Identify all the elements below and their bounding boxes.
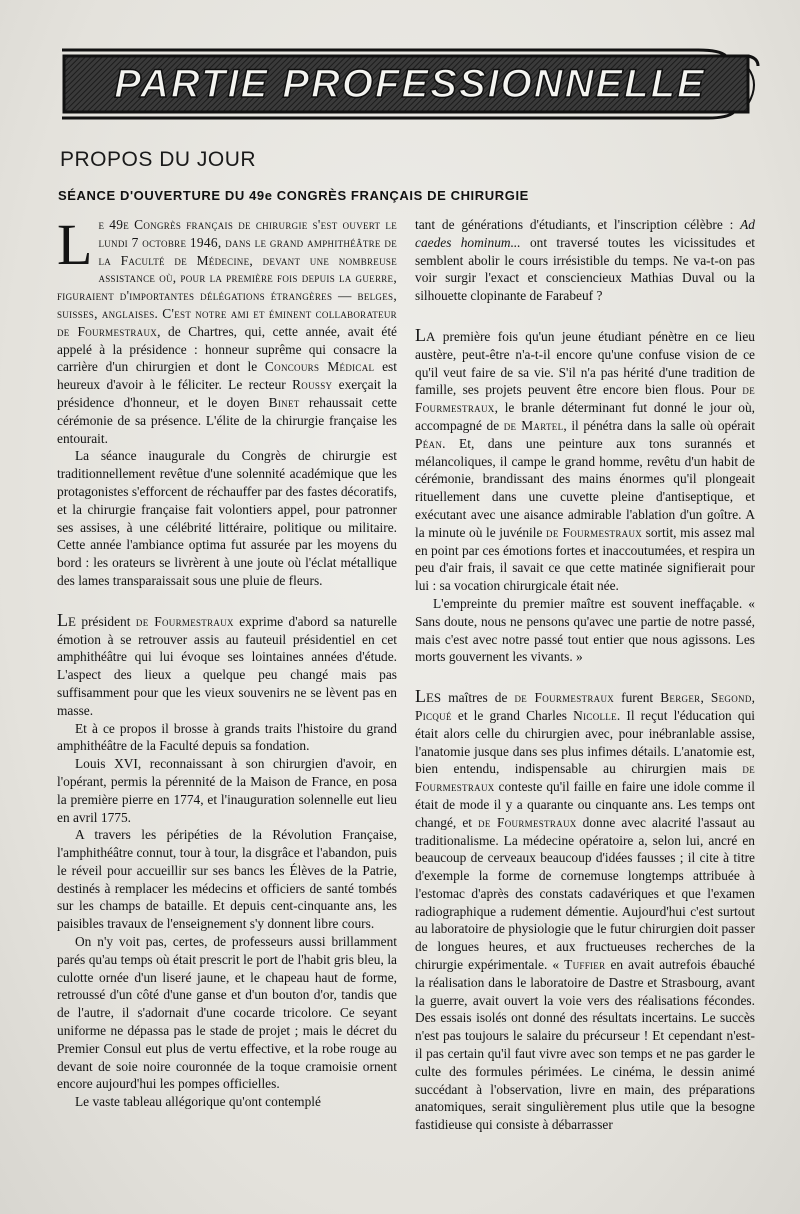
person-name: de Fourmestraux — [415, 382, 755, 416]
person-name: Tuffier — [564, 957, 606, 973]
lead-in: Les — [415, 686, 442, 707]
drop-cap: L — [57, 212, 93, 277]
person-name: de Fourmestraux — [135, 613, 234, 629]
person-name: Péan — [415, 435, 443, 451]
paragraph: On n'y voit pas, certes, de professeurs aussi brillamment parés qu'au temps où était prescrit le port de l'habit gris bleu, la culotte ornée d'un liseré jaune, et le chapeau haut de forme, retroussé d'un côté d'une ganse et d'un bouton d'or, tandis que de l'autre, il s'adornait d'une cocarde tricolore. Ce seyant uniforme ne dépassa pas le stade de projet ; mais le décret du Premier Consul eut plus de vertu effective, et la robe rouge au devant de soie noire couronnée de la toque cramoisie ornent encore aujourd'hui les pompes officielles. — [57, 934, 397, 1092]
paragraph: Louis XVI, reconnaissant à son chirurgien d'avoir, en l'opérant, permis la pérennité de la Maison de France, en posa la première pierre en 1774, et l'inauguration solennelle eut lieu en avril 1775. — [57, 756, 397, 825]
paragraph: Le 49e Congrès français de chirurgie s'est ouvert le lundi 7 octobre 1946, dans le grand amphithéâtre de la Faculté de Médecine, devant une nombreuse assistance où, pour la première fois depuis la guerre, figuraient d'importantes délégations étrangères — belges, suisses, anglaises. C'est notre ami et éminent collaborateur de Fourmestraux, de Chartres, qui, cette année, avait été appelé à la présidence : honneur suprême qui consacre la carrière d'un chirurgien et dont le Concours Médical est heureux d'avoir à le féliciter. Le recteur Roussy exerçait la présidence d'honneur, et le doyen Binet rehaussait cette cérémonie de sa présence. L'élite de la chirurgie française les entourait. — [57, 212, 398, 446]
person-name: Roussy — [292, 377, 333, 393]
paragraph: Les maîtres de de Fourmestraux furent Berger, Segond, Picqué et le grand Charles Nicolle. Il reçut l'éducation qui était alors celle du chirurgien avec, pour inébranlable assise, l'anatomie jusque dans ses plus infimes détails. L'anatomie est, bien entendu, indispensable au chirurgien mais de Fourmestraux conteste qu'il faille en faire une idole comme il était de mode il y a quarante ou cinquante ans. Les temps ont changé, et de Fourmestraux donne avec alacrité l'assaut au traditionalisme. La médecine opératoire a, selon lui, ancré en beaucoup de cerveaux beaucoup d'idées fausses ; il cite à titre d'exemple la forme de cornemuse longtemps attribuée à l'estomac d'après des constats cadavériques et que l'examen radiographique a rudement démentie. Aujourd'hui c'est surtout au laboratoire de physiologie que le futur chirurgien doit passer de longues heures, et aux fructueuses recherches de la chirurgie expérimentale. « Tuffier en avait autrefois ébauché la réalisation dans le laboratoire de Dastre et Strasbourg, avant la guerre, avait ouvert la voie vers des réalisations fécondes. Des essais isolés ont donné des résultats incertains. Le succès n'est pas toujours le salaire du précurseur ! Et cependant n'est-il pas certain qu'il faut vivre avec son temps et ne pas garder le culte des formules périmées. Le cinéma, le dessin animé succédant à l'observation, livre en main, des préparations anatomiques, serait singulièrement plus utile que la besogne fastidieuse qui consiste à débarrasser — [415, 686, 755, 1133]
person-name: de Martel — [503, 417, 564, 433]
person-name: de Fourmestraux — [478, 814, 577, 830]
publication-name: Concours Médical — [264, 359, 375, 375]
paragraph: A travers les péripéties de la Révolution Française, l'amphithéâtre connut, tour à tour, la disgrâce et l'abandon, puis le réveil pour accueillir sur ses bancs les Élèves de la Patrie, destinés à remplacer les médecins et officiers de santé tombés sur les champs de bataille. Et depuis cent-cinquante ans, les paisibles travaux de l'enseignement s'y donnent libre cours. — [57, 827, 397, 932]
lead-in: Le — [57, 609, 76, 630]
banner-title: PARTIE PROFESSIONNELLE — [114, 61, 706, 106]
paragraph: La séance inaugurale du Congrès de chirurgie est traditionnellement revêtue d'une solennité académique que les protagonistes s'efforcent de réchauffer par des fastes décoratifs, et la chirurgie française fait volontiers appel, pour patronner ses assises, à une célébrité littéraire, politique ou militaire. Cette année l'ambiance optima fut assurée par les moyens du bord : les orateurs se livrèrent à une joute où l'éclat métallique des lames transparaissait sous une pluie de fleurs. — [57, 448, 397, 588]
person-name: Segond — [710, 690, 752, 706]
left-column — [57, 212, 398, 1111]
paragraph: Le vaste tableau allégorique qu'ont contemplé — [75, 1094, 321, 1110]
paragraph: Le président de Fourmestraux exprime d'abord sa naturelle émotion à se retrouver assis au fauteuil présidentiel en cet amphithéâtre qui lui évoque ses lointaines années d'étude. L'aspect des lieux a quelque peu changé mais pas suffisamment pour que les vieux souvenirs ne se lèvent pas en masse. — [57, 609, 398, 718]
paragraph: La première fois qu'un jeune étudiant pénètre en ce lieu austère, peut-être n'a-t-il encore qu'une confuse vision de ce qu'il veut faire de sa vie. S'il n'a pas hérité d'une tradition de famille, ses projets peuvent être encore bien flous. Pour de Fourmestraux, le branle déterminant fut donné le jour où, accompagné de de Martel, il pénétra dans la salle où opérait Péan. Et, dans une peinture aux tons surannés et mélancoliques, il campe le grand homme, revêtu d'un habit de cérémonie, brandissant des mains énormes qu'il plongeait rituellement dans une cuvette pleine d'antiseptique, et exécutant avec une aisance admirable l'ablation d'un goître. A la minute où le juvénile de Fourmestraux sortit, mis assez mal en point par ces émotions fortes et inaccoutumées, et respira un peu d'air frais, il savait ce que cette matinée signifierait pour lui : sa vocation chirurgicale était née. — [415, 324, 756, 594]
person-name: de Fourmestraux — [546, 524, 643, 540]
section-title: PROPOS DU JOUR — [60, 148, 257, 171]
lead-in: La — [415, 324, 436, 345]
paragraph: Et à ce propos il brosse à grands traits l'histoire du grand amphithéâtre de la Faculté depuis sa fondation. — [57, 720, 397, 754]
person-name: Nicolle — [573, 707, 617, 723]
person-name: de Fourmestraux — [57, 323, 158, 339]
person-name: Picqué — [415, 707, 452, 723]
paragraph: tant de générations d'étudiants, et l'inscription célèbre : Ad caedes hominum... ont traversé toutes les vicissitudes et semblent abolir le cours irrésistible du temps. Ne va-t-on pas voir surgir l'exact et consciencieux Mathias Duval ou la silhouette clopinante de Farabeuf ? — [415, 217, 755, 304]
person-name: Berger — [660, 690, 701, 706]
article-title: SÉANCE D'OUVERTURE DU 49e CONGRÈS FRANÇAIS DE CHIRURGIE — [58, 188, 529, 203]
latin-inscription: Ad caedes hominum... — [415, 217, 755, 250]
section-banner — [58, 44, 762, 124]
right-column — [415, 216, 755, 1134]
person-name: de Fourmestraux — [415, 761, 755, 795]
paragraph: L'empreinte du premier maître est souvent ineffaçable. « Sans doute, nous ne pensons qu'avec une partie de notre passé, mais c'est avec notre passé tout entier que nous agissons. Les morts gouvernent les vivants. » — [415, 595, 755, 665]
person-name: Binet — [268, 394, 300, 410]
person-name: de Fourmestraux — [514, 690, 615, 706]
